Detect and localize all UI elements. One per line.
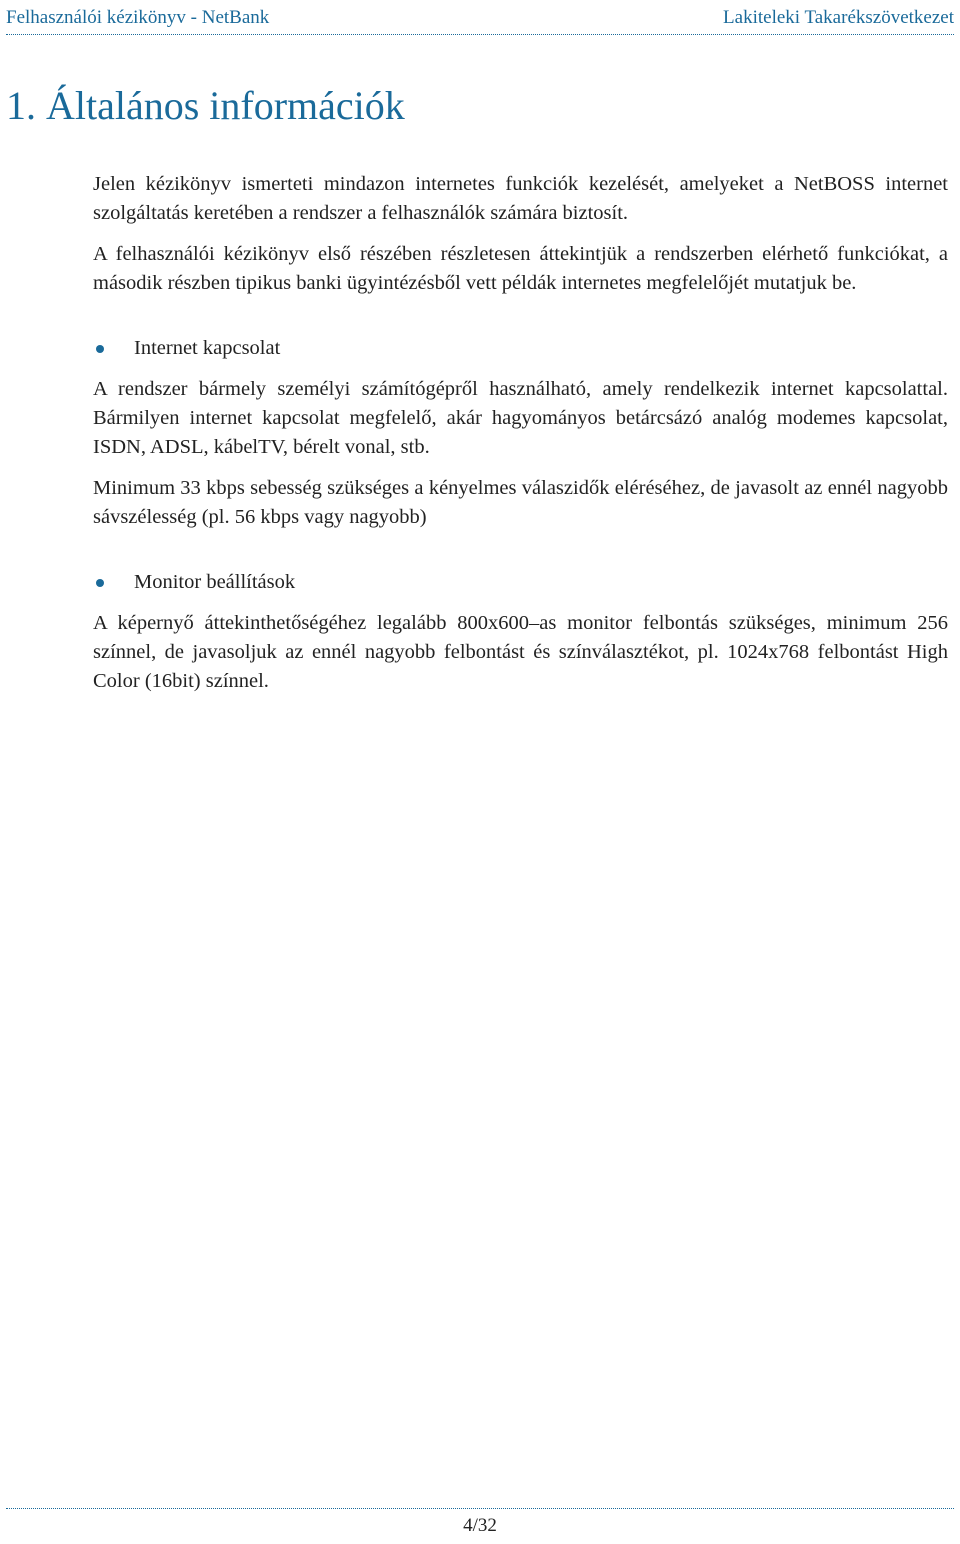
monitor-paragraph-1: A képernyő áttekinthetőségéhez legalább 800x600–as monitor felbontás szükséges, minimum 256 színnel, de javasoljuk az ennél nagyobb felbontást és színválasztékot, pl. 1024x768 felbontást High Color (16bit) színnel. (93, 612, 948, 692)
page-number: 4/32 (463, 1515, 497, 1536)
intro-paragraph-2: A felhasználói kézikönyv első részében részletesen áttekintjük a rendszerben elérhető funkciókat, a második részben tipikus banki ügyintézésből vett példák internetes megfelelőjét mutatjuk be. (93, 243, 948, 294)
internet-paragraph-2: Minimum 33 kbps sebesség szükséges a kényelmes válaszidők eléréséhez, de javasolt az ennél nagyobb sávszélesség (pl. 56 kbps vagy nagyobb) (93, 477, 948, 528)
page-header (6, 4, 954, 35)
section-heading-monitor (93, 568, 948, 597)
internet-paragraph-1: A rendszer bármely személyi számítógépről használható, amely rendelkezik internet kapcsolattal. Bármilyen internet kapcsolat megfelelő, akár hagyományos betárcsázó analóg modemes kapcsolat, ISDN, ADSL, kábelTV, bérelt vonal, stb. (93, 378, 948, 458)
chapter-title: 1. Általános információk (6, 83, 405, 128)
main-content (93, 170, 948, 696)
section-title: Internet kapcsolat (134, 337, 281, 359)
section-heading-internet (93, 334, 948, 363)
document-title: Felhasználói kézikönyv - NetBank (6, 7, 270, 28)
page-footer (6, 1508, 954, 1544)
intro-paragraph-1: Jelen kézikönyv ismerteti mindazon internetes funkciók kezelését, amelyeket a NetBOSS internet szolgáltatás keretében a rendszer a felhasználók számára biztosít. (93, 173, 948, 224)
organization-name: Lakiteleki Takarékszövetkezet (723, 7, 954, 28)
bullet-icon (96, 345, 104, 353)
section-title: Monitor beállítások (134, 571, 296, 593)
bullet-icon (96, 579, 104, 587)
